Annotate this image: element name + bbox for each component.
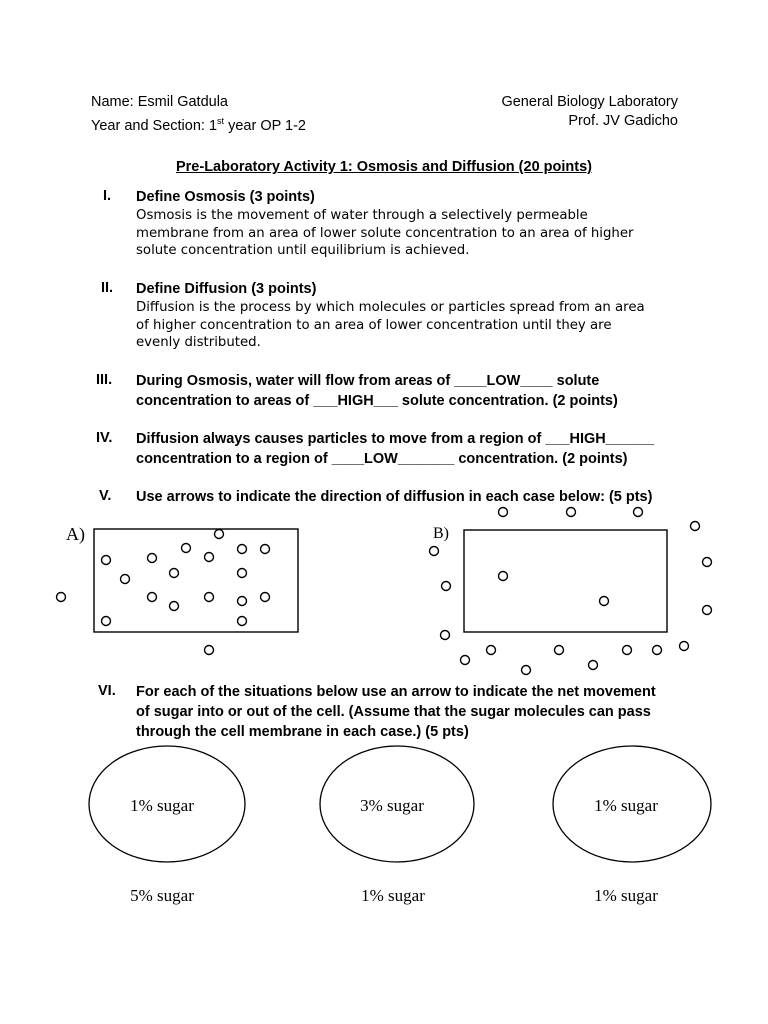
answer-line: evenly distributed. bbox=[136, 335, 261, 351]
question-number-6: VI. bbox=[98, 683, 116, 699]
answer-line: of higher concentration to an area of lower concentration until they are bbox=[136, 317, 612, 333]
professor-name: Prof. JV Gadicho bbox=[568, 113, 678, 129]
course-title: General Biology Laboratory bbox=[501, 94, 678, 110]
question-number-4: IV. bbox=[96, 430, 113, 446]
year-suffix: year OP 1-2 bbox=[224, 117, 307, 134]
question-3-text bbox=[136, 371, 696, 411]
cell-1-inside: 1% sugar bbox=[130, 796, 194, 815]
year-section bbox=[91, 112, 306, 136]
question-line: through the cell membrane in each case.) (5 pts) bbox=[136, 724, 469, 740]
question-1-answer bbox=[136, 207, 696, 260]
question-line: During Osmosis, water will flow from areas of ____LOW____ solute bbox=[136, 373, 600, 389]
cell-3-inside: 1% sugar bbox=[594, 796, 658, 815]
question-4-text bbox=[136, 429, 696, 469]
cell-1-outside: 5% sugar bbox=[130, 886, 194, 905]
question-line: concentration to areas of ___HIGH___ solute concentration. (2 points) bbox=[136, 393, 618, 409]
diagram-a-label: A) bbox=[66, 524, 85, 544]
student-name: Name: Esmil Gatdula bbox=[91, 94, 228, 110]
answer-line: membrane from an area of lower solute concentration to an area of higher bbox=[136, 225, 634, 241]
cell-2-outside: 1% sugar bbox=[361, 886, 425, 905]
question-number-1: I. bbox=[103, 188, 112, 204]
diagram-b-particles bbox=[430, 508, 712, 675]
question-number-2: II. bbox=[101, 280, 114, 296]
year-sup: st bbox=[217, 116, 225, 126]
question-line: Diffusion always causes particles to move from a region of ___HIGH______ bbox=[136, 431, 655, 447]
diagram-b-label: B) bbox=[433, 525, 449, 542]
cell-2-inside: 3% sugar bbox=[360, 796, 424, 815]
diffusion-diagrams bbox=[0, 500, 768, 680]
question-line: concentration to a region of ____LOW_______ concentration. (2 points) bbox=[136, 451, 628, 467]
answer-line: Diffusion is the process by which molecules or particles spread from an area bbox=[136, 300, 645, 315]
question-5-text: Use arrows to indicate the direction of diffusion in each case below: (5 pts) bbox=[136, 489, 653, 505]
sugar-cells bbox=[0, 740, 768, 920]
answer-line: solute concentration until equilibrium is achieved. bbox=[136, 243, 470, 259]
question-line: of sugar into or out of the cell. (Assume that the sugar molecules can pass bbox=[136, 704, 651, 720]
question-6-text bbox=[136, 682, 716, 742]
answer-line: Osmosis is the movement of water through a selectively permeable bbox=[136, 208, 588, 223]
question-2-answer bbox=[136, 299, 696, 352]
diagram-b-box bbox=[464, 530, 667, 632]
question-line: For each of the situations below use an arrow to indicate the net movement bbox=[136, 684, 656, 700]
diagram-a-particles bbox=[57, 530, 270, 655]
question-number-5: V. bbox=[99, 488, 112, 504]
question-number-3: III. bbox=[96, 372, 113, 388]
year-prefix: Year and Section: 1 bbox=[91, 117, 218, 134]
question-2-heading: Define Diffusion (3 points) bbox=[136, 281, 317, 297]
question-1-heading: Define Osmosis (3 points) bbox=[136, 189, 315, 205]
cell-3-outside: 1% sugar bbox=[594, 886, 658, 905]
page-title: Pre-Laboratory Activity 1: Osmosis and Diffusion (20 points) bbox=[175, 159, 592, 175]
